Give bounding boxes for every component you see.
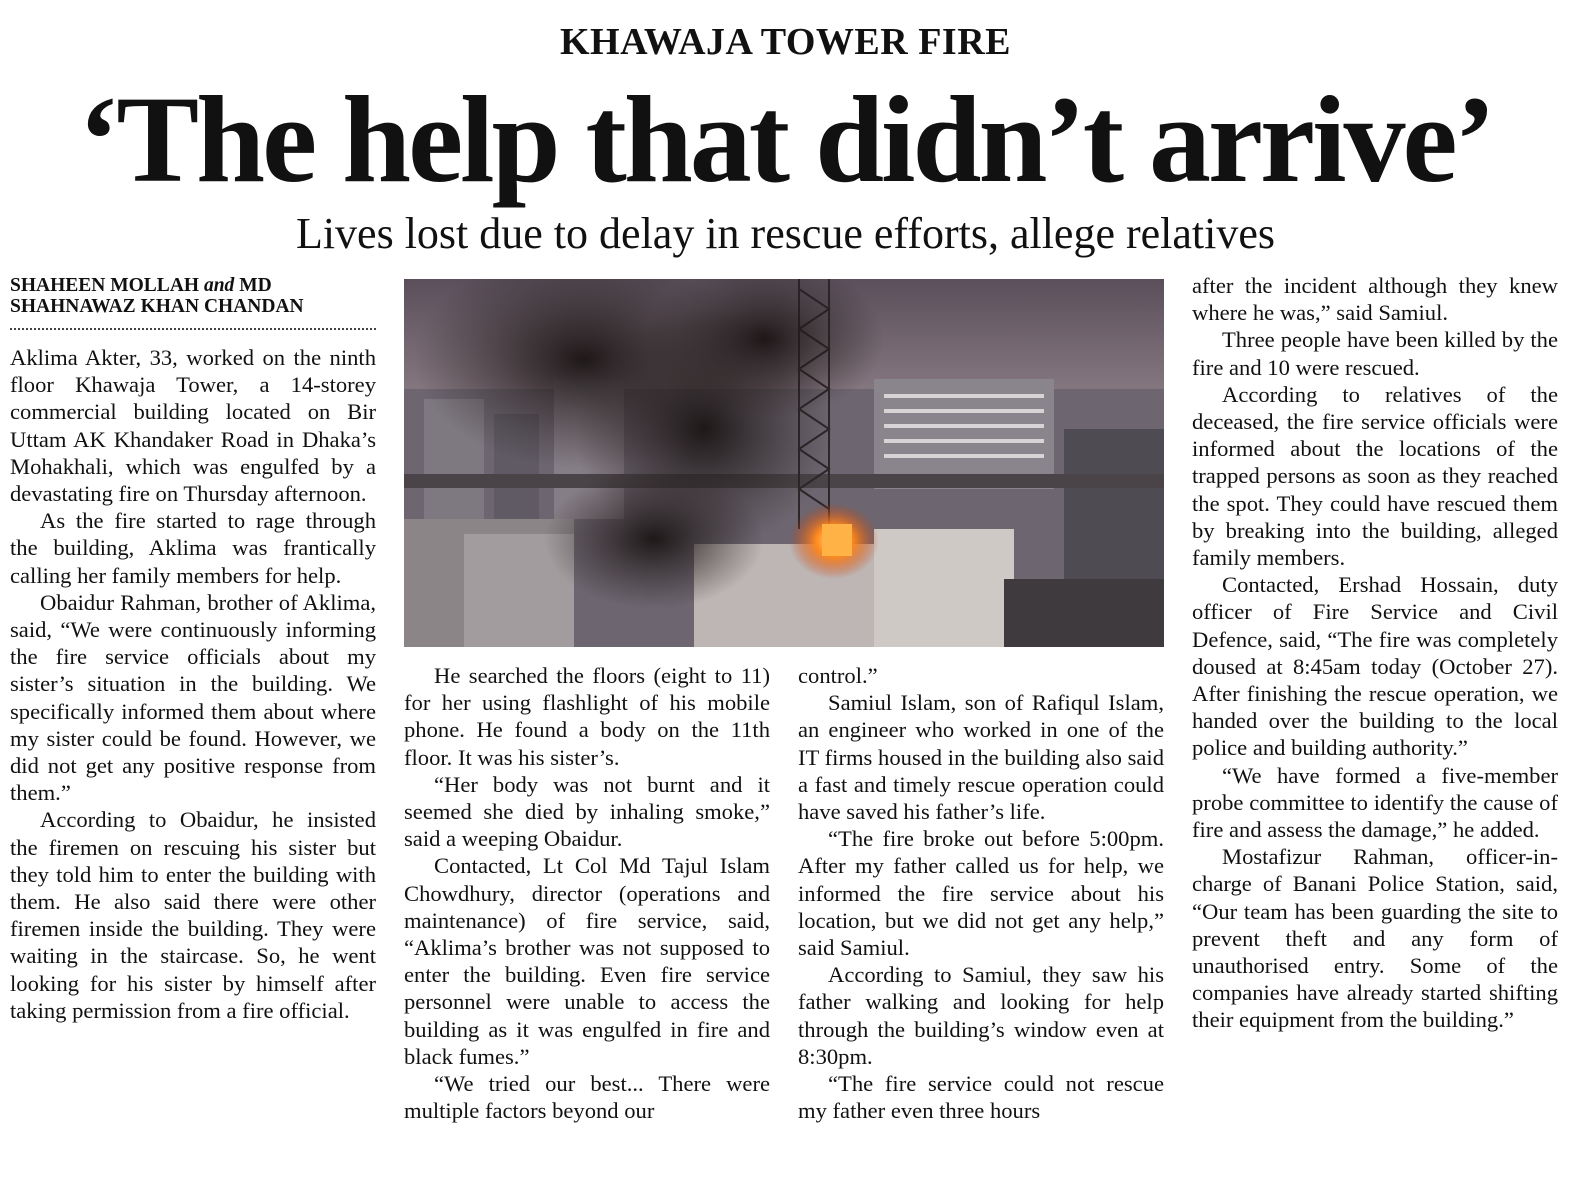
- paragraph: According to relatives of the deceased, the fire service officials were informed about the locations of the trapped persons as soon as they reached the spot. They could have rescued them by breaking into the building, alleged family members.: [1192, 381, 1558, 571]
- paragraph: Contacted, Lt Col Md Tajul Islam Chowdhury, director (operations and maintenance) of fire service, said, “Aklima’s brother was not supposed to enter the building. Even fire service personnel were unable to access the building as it was engulfed in fire and black fumes.”: [404, 853, 770, 1069]
- paragraph: Samiul Islam, son of Rafiqul Islam, an engineer who worked in one of the IT firms housed in the building also said a fast and timely rescue operation could have saved his father’s life.: [798, 690, 1164, 825]
- byline-author-1: SHAHEEN MOLLAH: [10, 275, 200, 296]
- byline-conjunction: and: [203, 275, 235, 296]
- paragraph: control.”: [798, 663, 878, 688]
- paragraph: “Her body was not burnt and it seemed she died by inhaling smoke,” said a weeping Obaidur.: [404, 771, 770, 852]
- paragraph: According to Samiul, they saw his father walking and looking for help through the building’s window even at 8:30pm.: [798, 962, 1164, 1069]
- paragraph: “The fire service could not rescue my father even three hours: [798, 1071, 1164, 1124]
- paragraph: According to Obaidur, he insisted the firemen on rescuing his sister but they told him to enter the building with them. He also said there were other firemen inside the building. They were waiting in the staircase. So, he went looking for his sister by himself after taking permission from a fire official.: [10, 807, 376, 1023]
- paragraph: “We tried our best... There were multiple factors beyond our: [404, 1071, 770, 1124]
- article-column-4: [1192, 272, 1558, 1034]
- byline-divider: [10, 328, 376, 330]
- deck: Lives lost due to delay in rescue efforts, allege relatives: [295, 209, 1276, 258]
- fire-building-photo: [404, 279, 1164, 647]
- article-column-2: [404, 662, 770, 1124]
- paragraph: Obaidur Rahman, brother of Aklima, said, “We were continuously informing the fire service officials about my sister’s situation in the building. We specifically informed them about where my sister could be found. However, we did not get any positive response from them.”: [10, 589, 376, 806]
- paragraph: Mostafizur Rahman, officer-in-charge of Banani Police Station, said, “Our team has been guarding the site to prevent theft and any form of unauthorised entry. Some of the companies have already started shifting their equipment from the building.”: [1192, 844, 1558, 1033]
- paragraph: He searched the floors (eight to 11) for her using flashlight of his mobile phone. He found a body on the 11th floor. It was his sister’s.: [404, 663, 770, 770]
- paragraph: Aklima Akter, 33, worked on the ninth floor Khawaja Tower, a 14-storey commercial building located on Bir Uttam AK Khandaker Road in Dhaka’s Mohakhali, which was engulfed by a devastating fire on Thursday afternoon.: [10, 345, 376, 507]
- byline: [10, 275, 376, 317]
- kicker: KHAWAJA TOWER FIRE: [559, 21, 1012, 63]
- paragraph: Three people have been killed by the fire and 10 were rescued.: [1192, 327, 1558, 380]
- paragraph: Contacted, Ershad Hossain, duty officer of Fire Service and Civil Defence, said, “The fire was completely doused at 8:45am today (October 27). After finishing the rescue operation, we handed over the building to the local police and building authority.”: [1192, 572, 1558, 761]
- paragraph: “We have formed a five-member probe committee to identify the cause of fire and assess the damage,” he added.: [1192, 762, 1558, 843]
- headline: ‘The help that didn’t arrive’: [78, 71, 1493, 208]
- paragraph: “The fire broke out before 5:00pm. After my father called us for help, we informed the fire service about his location, but we did not get any help,” said Samiul.: [798, 826, 1164, 961]
- paragraph: As the fire started to rage through the building, Aklima was frantically calling her family members for help.: [10, 508, 376, 588]
- byline-author-2: MD SHAHNAWAZ KHAN CHANDAN: [10, 275, 304, 317]
- paragraph: after the incident although they knew where he was,” said Samiul.: [1192, 273, 1558, 326]
- article-column-3: [798, 662, 1164, 1124]
- article-column-1: [10, 344, 376, 1024]
